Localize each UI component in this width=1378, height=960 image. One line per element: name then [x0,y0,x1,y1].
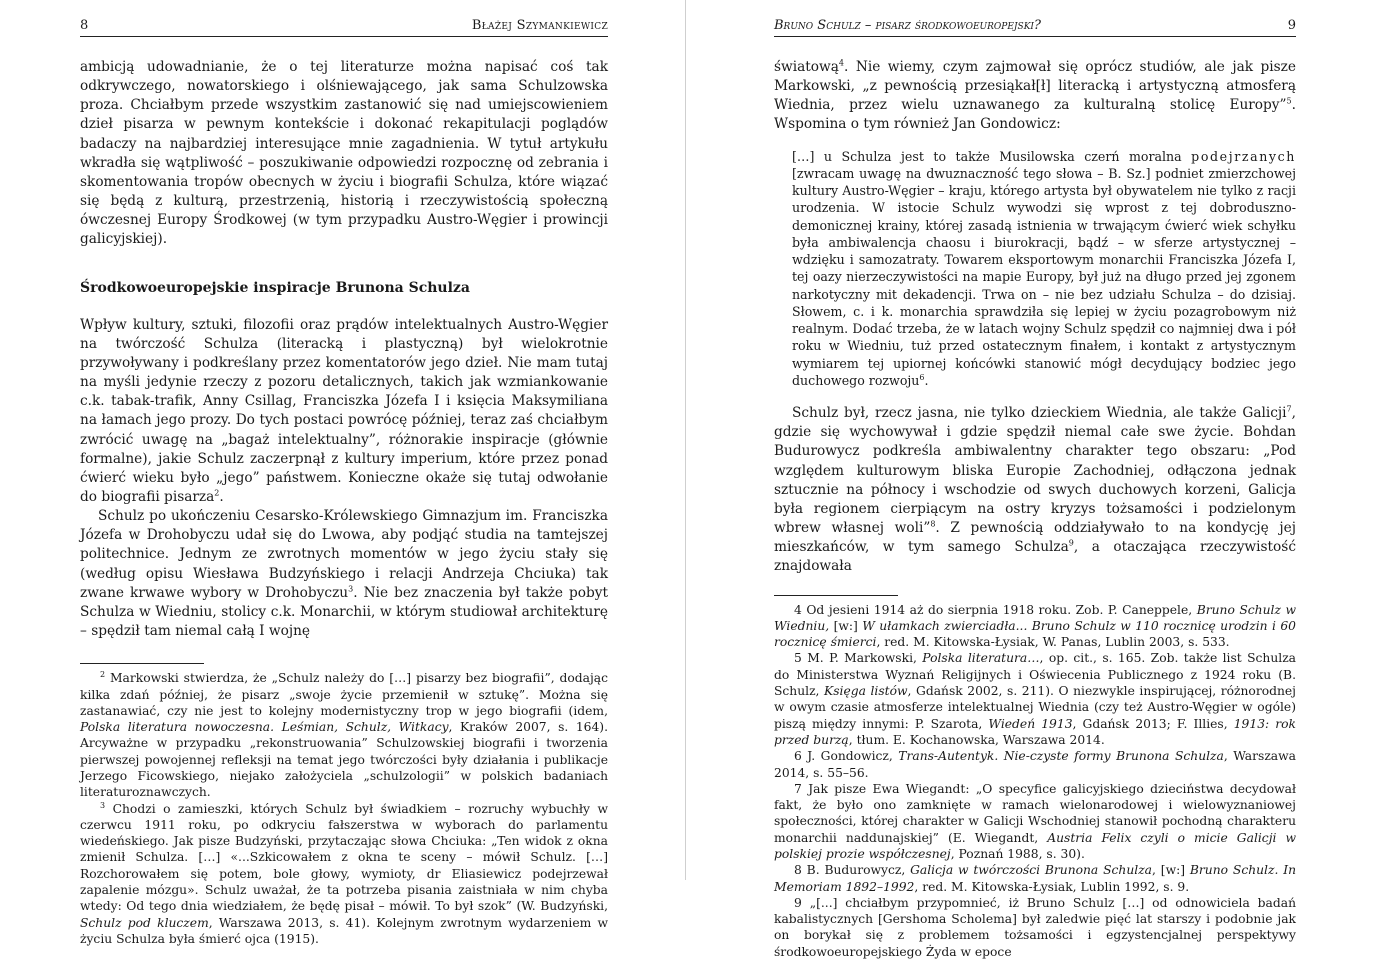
right-body [774,58,1296,577]
footnote: 9 „[...] chciałbym przypomnieć, iż Bruno Schulz […] od odnowiciela badań kabalistycznych [Gershoma Scholema] był zaledwie pięć lat starszy i podobnie jak on borykał się z problemem tożsamości i egzystencjalnej perspektywy środkowoeuropejskiego Żyda w epoce [774,895,1296,959]
footnote: $^3$ Chodzi o zamieszki, których Schulz był świadkiem – rozruchy wybuchły w czerwcu 1911 roku, po odkryciu fałszerstwa w wyborach do parlamentu wiedeńskiego. Jak pisze Budzyński, przytaczając słowa Chciuka: „Ten widok z okna zmienił Schulza. […] «...Szkicowałem z okna te sceny – mówił Schulz. […] Rozchorowałem się potem, bole głowy, wymioty, dr Eliasiewicz podejrzewał zapalenie mózgu». Schulz uważał, że ta potrzeba pisania zaistniała w nim chyba wtedy: Od tego dnia wiedziałem, że będę pisał – mówił. To był szok” (W. Budzyński, Schulz pod kluczem, Warszawa 2013, s. 41). Kolejnym zwrotnym wydarzeniem w życiu Schulza była śmierć ojca (1915). [80,800,608,946]
footnote-ref: 7 [1286,404,1292,414]
footnote-separator [774,595,898,596]
footnote: 7 Jak pisze Ewa Wiegandt: „O specyfice galicyjskiego dzieciństwa decydował fakt, że było ono zamknięte w ramach wielonarodowej i wielowyznaniowej społeczności, której charakter w Galicji Wschodniej stanowił pochodną charakteru monarchii naddunajskiej” (E. Wiegandt, Austria Felix czyli o micie Galicji w polskiej prozie współczesnej, Poznań 1988, s. 30). [774,781,1296,861]
left-footnotes [80,670,608,947]
footnote-ref: 6 [919,372,925,382]
paragraph: ambicją udowadnianie, że o tej literaturze można napisać coś tak odkrywczego, nowatorskiego i olśniewającego, jak sama Schulzowska proza. Chciałbym przede wszystkim zastanowić się nad umiejscowieniem dzieł pisarza w pewnym kontekście i dokonać rekapitulacji poglądów badaczy na najbardziej interesujące mnie zagadnienia. W tytuł artykułu wkradła się wątpliwość – poszukiwanie odpowiedzi rozpocznę od zebrania i skomentowania tropów obecnych w życiu i biografii Schulza, które wiązać się będą z kulturą, przestrzenią, historią i rzeczywistością społeczną ówczesnej Europy Środkowej (w tym przypadku Austro-Węgier i prowincji galicyjskiej). [80,59,608,248]
section-heading: Środkowoeuropejskie inspiracje Brunona Schulza [80,279,470,296]
footnote-ref: 5 [1286,96,1292,106]
left-body [80,58,608,641]
left-page [0,0,686,946]
footnote-ref: 8 [930,519,936,529]
running-head-author: Błażej Szymankiewicz [471,18,608,33]
footnote: 8 B. Budurowycz, Galicja w twórczości Brunona Schulza, [w:] Bruno Schulz. In Memoriam 1892–1992, red. M. Kitowska-Łysiak, Lublin 1992, s. 9. [774,863,1296,894]
footnote: $^2$ Markowski stwierdza, że „Schulz należy do […] pisarzy bez biografii”, dodając kilka zdań później, że pisarz „swoje życie przemienił w sztukę”. Można się zastanawiać, czy nie jest to kolejny modernistyczny trop w jego biografii (idem, Polska literatura nowoczesna. Leśmian, Schulz, Witkacy, Kraków 2007, s. 164). Arcyważne w przypadku „rekonstruowania” Schulzowskiej biografii i tworzenia pierwszej powojennej refleksji na temat jego twórczości były działania i publikacje Jerzego Ficowskiego, niejako założyciela „schulzologii” w polskich badaniach literaturoznawczych. [80,670,609,800]
block-quote: […] u Schulza jest to także Musilowska czerń moralna podejrzanych [zwracam uwagę na dwuznaczność tego słowa – B. Sz.] podniet zmierzchowej kultury Austro-Węgier – kraju, którego artysta był obywatelem nie tylko z racji urodzenia. W istocie Schulz wywodzi się wprost z tej dobroduszno-demonicznej krainy, której zasadą istnienia w trwającym ćwierć wiek schyłku była ambiwalencja chaosu i biurokracji, bądź – w sferze artystycznej – wdzięku i samozatraty. Towarem eksportowym monarchii Franciszka Józefa I, tej oazy nierzeczywistości na mapie Europy, był już na długo przed jej zgonem narkotyczny mit dekadencji. Trwa on – nie bez udziału Schulza – do dzisiaj. Słowem, c. i k. monarchia sprawdziła się lepiej w życiu pozagrobowym niż realnym. Dodać trzeba, że w latach wojny Schulz spędził co najmniej dwa i pół roku w Wiedniu, tuż przed ostatecznym finałem, i kontakt z artystycznym wymiarem tej upiornej końcówki stanowić mógł decydujący bodziec jego duchowego rozwoju$^6$. [792,148,1296,388]
footnote: 5 M. P. Markowski, Polska literatura…, op. cit., s. 165. Zob. także list Schulza do Ministerstwa Wyznań Religijnych i Oświecenia Publicznego z 1924 roku (B. Schulz, Księga listów, Gdańsk 2002, s. 211). O niezwykle inspirującej, różnorodnej w owym czasie atmosferze intelektualnej Wiednia (czy też Austro-Węgier w ogóle) piszą między innymi: P. Szarota, Wiedeń 1913, Gdańsk 2013; F. Illies, 1913: rok przed burzą, tłum. E. Kochanowska, Warszawa 2014. [774,651,1297,747]
left-running-header [80,18,608,37]
page-number: 8 [80,18,89,33]
page-number: 9 [1287,18,1296,33]
footnote-ref: 3 [348,584,354,594]
paragraph: Schulz był, rzecz jasna, nie tylko dzieckiem Wiednia, ale także Galicji$^7$, gdzie się wychowywał i gdzie spędził niemal całe swe życie. Bohdan Budurowycz podkreśla ambiwalentny charakter tego obszaru: „Pod względem kulturowym bliska Europie Zachodniej, odłączona jednak sztucznie na północy i wschodzie od swych duchowych korzeni, Galicja była regionem cierpiącym na ostry kryzys tożsamości i podzielonym wbrew własnej woli”$^8$. Z pewnością oddziaływało to na kondycję jej mieszkańców, w tym samego Schulza$^9$, a otaczająca rzeczywistość znajdowała [774,404,1297,575]
footnote-ref: 2 [214,488,220,498]
footnote: 6 J. Gondowicz, Trans-Autentyk. Nie-czyste formy Brunona Schulza, Warszawa 2014, s. 55–56. [774,749,1296,780]
paragraph: Schulz po ukończeniu Cesarsko-Królewskiego Gimnazjum im. Franciszka Józefa w Drohobyczu udał się do Lwowa, aby podjąć studia na tamtejszej politechnice. Jednym ze zwrotnych momentów w jego życiu stały się (według opisu Wiesława Budzyńskiego i relacji Andrzeja Chciuka) tak zwane krwawe wybory w Drohobyczu$^3$. Nie bez znaczenia był także pobyt Schulza w Wiedniu, stolicy c.k. Monarchii, w którym studiował architekturę – spędził tam niemal całą I wojnę [80,508,608,640]
right-running-header [774,18,1296,37]
right-page [686,0,1378,959]
paragraph: światową$^4$. Nie wiemy, czym zajmował się oprócz studiów, ale jak pisze Markowski, „z pewnością przesiąkał[ł] literacką i artystyczną atmosferą Wiednia, przez wielu uznawanego za kulturalną stolicę Europy”$^5$. Wspomina o tym również Jan Gondowicz: [774,58,1296,133]
right-footnotes [774,602,1296,960]
footnote-ref: 4 [838,58,844,68]
running-head-title: Bruno Schulz – pisarz środkowoeuropejski? [774,18,1041,33]
footnote: 4 Od jesieni 1914 aż do sierpnia 1918 roku. Zob. P. Caneppele, Bruno Schulz w Wiedniu, [w:] W ułamkach zwierciadła... Bruno Schulz w 110 rocznicę urodzin i 60 rocznicę śmierci, red. M. Kitowska-Łysiak, W. Panas, Lublin 2003, s. 533. [774,602,1296,650]
paragraph: Wpływ kultury, sztuki, filozofii oraz prądów intelektualnych Austro-Węgier na twórczość Schulza (literacką i plastyczną) był wielokrotnie przywoływany i podkreślany przez komentatorów jego dzieł. Nie mam tutaj na myśli jedynie rzeczy z pozoru detalicznych, takich jak wzmiankowanie c.k. tabak-trafik, Anny Csillag, Franciszka Józefa I i księcia Maksymiliana na łamach jego prozy. Do tych postaci powrócę później, teraz zaś chciałbym zwrócić uwagę na „bagaż intelektualny”, różnorakie inspiracje (głównie formalne), jakie Schulz zaczerpnął z kultury imperium, które przez ponad ćwierć wieku było „jego” państwem. Konieczne okaże się tutaj odwołanie do biografii pisarza$^2$. [80,316,608,505]
footnote-separator [80,663,204,664]
footnote-ref: 9 [1068,538,1074,548]
